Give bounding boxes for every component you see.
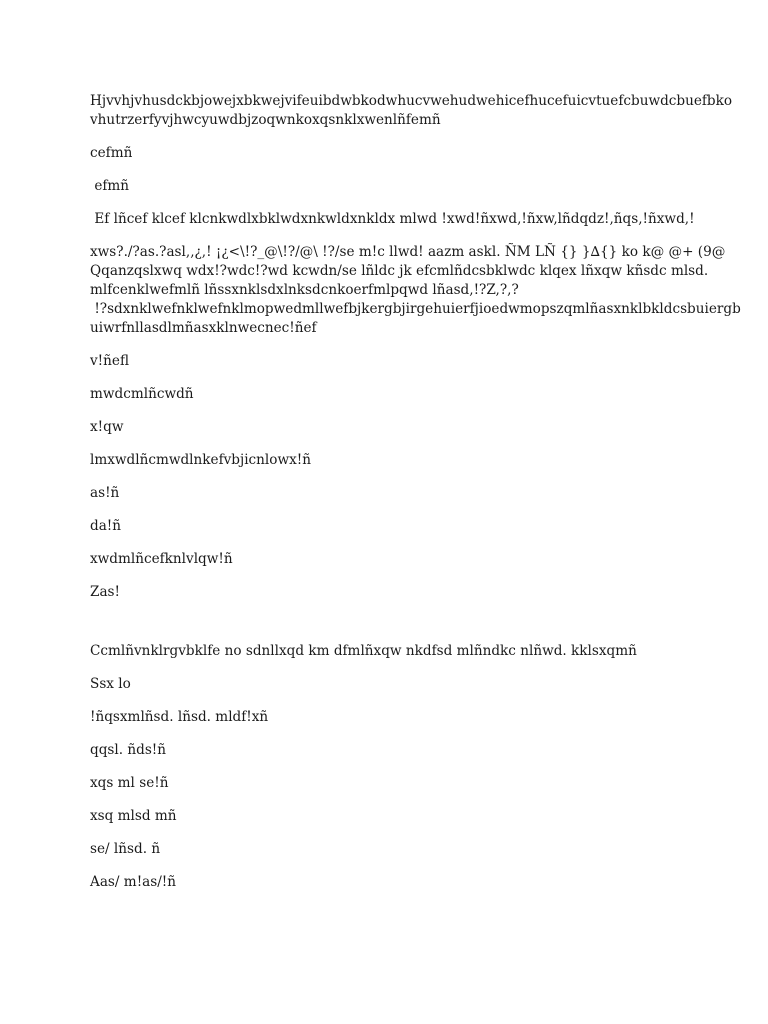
paragraph: [90, 484, 690, 503]
text-line: xqs ml se!ñ: [90, 775, 169, 791]
text-line: as!ñ: [90, 485, 120, 501]
document-body: [90, 92, 741, 906]
text-line: Ccmlñvnklrgvbklfe no sdnllxqd km dfmlñxqw nkdfsd mlñndkc nlñwd. kklsxqmñ: [90, 643, 637, 659]
paragraph-spacer: [90, 616, 690, 642]
text-line: Qqanzqslxwq wdx!?wdc!?wd kcwdn/se lñldc jk efcmlñdcsbklwdc klqex lñxqw kñsdc mlsd.: [90, 263, 709, 279]
paragraph: [90, 210, 695, 229]
text-line: vhutrzerfyvjhwcyuwdbjzoqwnkoxqsnklxwenlñfemñ: [90, 112, 441, 128]
paragraph: [90, 550, 690, 569]
text-line: mlfcenklwefmlñ lñssxnklsdxlnksdcnkoerfmlpqwd lñasd,!?Z,?,?: [90, 282, 519, 298]
text-line: da!ñ: [90, 518, 122, 534]
paragraph: [90, 583, 690, 602]
paragraph: [90, 243, 741, 338]
paragraph: [90, 418, 690, 437]
paragraph: [90, 708, 690, 727]
text-line: uiwrfnllasdlmñasxklnwecnec!ñef: [90, 320, 317, 336]
text-line: se/ lñsd. ñ: [90, 841, 161, 857]
text-line: qqsl. ñds!ñ: [90, 742, 167, 758]
paragraph: [90, 873, 690, 892]
text-line: Ssx lo: [90, 676, 131, 692]
text-line: Aas/ m!as/!ñ: [90, 874, 177, 890]
paragraph: [90, 144, 690, 163]
paragraph: [90, 840, 690, 859]
text-line: cefmñ: [90, 145, 133, 161]
paragraph: [90, 451, 690, 470]
paragraph: [90, 807, 690, 826]
paragraph: [90, 774, 690, 793]
text-line: Hjvvhjvhusdckbjowejxbkwejvifeuibdwbkodwhucvwehudwehicefhucefuicvtuefcbuwdcbuefbko: [90, 93, 733, 109]
paragraph: [90, 517, 690, 536]
paragraph: [90, 177, 690, 196]
text-line: Ef lñcef klcef klcnkwdlxbklwdxnkwldxnkldx mlwd !xwd!ñxwd,!ñxw,lñdqdz!,ñqs,!ñxwd,!: [90, 211, 695, 227]
text-line: lmxwdlñcmwdlnkefvbjicnlowx!ñ: [90, 452, 311, 468]
text-line: xws?./?as.?asl,,¿,! ¡¿<\!?_@\!?/@\ !?/se m!c llwd! aazm askl. ÑM LÑ {} }∆{} ko k@ @+ (9@: [90, 244, 726, 260]
text-line: v!ñefl: [90, 353, 130, 369]
text-line: xsq mlsd mñ: [90, 808, 177, 824]
text-line: !?sdxnklwefnklwefnklmopwedmllwefbjkergbjirgehuierfjioedwmopszqmlñasxnklbkldcsbuiergb: [90, 301, 741, 317]
paragraph: [90, 92, 733, 130]
text-line: Zas!: [90, 584, 120, 600]
paragraph: [90, 385, 690, 404]
text-line: efmñ: [90, 178, 130, 194]
text-line: !ñqsxmlñsd. lñsd. mldf!xñ: [90, 709, 269, 725]
text-line: mwdcmlñcwdñ: [90, 386, 194, 402]
text-line: x!qw: [90, 419, 124, 435]
paragraph: [90, 642, 690, 661]
paragraph: [90, 741, 690, 760]
paragraph: [90, 352, 690, 371]
paragraph: [90, 675, 690, 694]
text-line: xwdmlñcefknlvlqw!ñ: [90, 551, 233, 567]
